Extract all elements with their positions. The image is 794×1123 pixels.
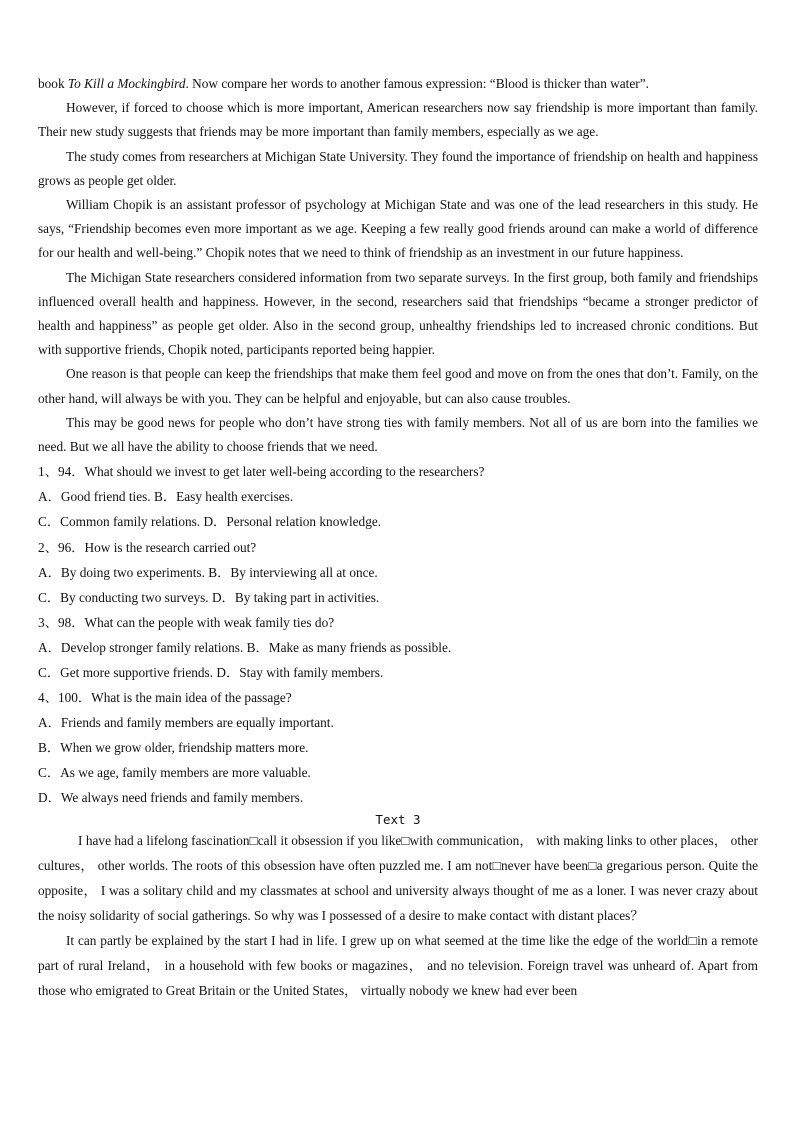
question-stem: 1、94．What should we invest to get later well-being according to the researchers? <box>38 464 485 480</box>
question-options: D．We always need friends and family members. <box>38 790 304 806</box>
question-options: B．When we grow older, friendship matters more. <box>38 740 309 756</box>
question-options: A．Develop stronger family relations. B．Make as many friends as possible. <box>38 639 452 655</box>
text3-paragraph: I have had a lifelong fascination□call it obsession if you like□with communication， with making links to other places， other cultures， other worlds. The roots of this obsession have often puzzled me. I am not□never have been□a gregarious person. Quite the opposite， I was a solitary child and my classmates at school and university always thought of me as a loner. I was never crazy about the noisy solidarity of social gatherings. So why was I possessed of a desire to make contact with distant places？ <box>38 832 758 923</box>
passage-continuation-line <box>38 72 758 96</box>
question-options: A．Friends and family members are equally important. <box>38 715 334 731</box>
passage-paragraph: One reason is that people can keep the friendships that make them feel good and move on from the ones that don’t. Family, on the other hand, will always be with you. They can be helpful and enjoyable, but can also cause troubles. <box>38 366 758 406</box>
question-options: A．By doing two experiments. B．By interviewing all at once. <box>38 564 378 580</box>
book-title: To Kill a Mockingbird <box>67 76 186 91</box>
question-options: A．Good friend ties. B．Easy health exercises. <box>38 489 294 505</box>
section-heading: Text 3 <box>375 811 421 827</box>
passage-paragraph: The study comes from researchers at Michigan State University. They found the importance of friendship on health and happiness grows as people get older. <box>38 148 758 188</box>
question-options: C．By conducting two surveys. D．By taking part in activities. <box>38 589 380 605</box>
document-page <box>38 72 758 1003</box>
question-stem: 4、100．What is the main idea of the passage? <box>38 690 292 706</box>
question-list <box>38 459 758 810</box>
question-options: C．Common family relations. D．Personal relation knowledge. <box>38 514 382 530</box>
passage-paragraph: However, if forced to choose which is more important, American researchers now say friendship is more important than family. Their new study suggests that friends may be more important than family members, especially as we age. <box>38 100 758 140</box>
question-stem: 3、98．What can the people with weak family ties do? <box>38 614 335 630</box>
passage-line-rest: . Now compare her words to another famous expression: “Blood is thicker than water”. <box>185 76 649 91</box>
passage-paragraph: William Chopik is an assistant professor of psychology at Michigan State and was one of the lead researchers in this study. He says, “Friendship becomes even more important as we age. Keeping a few really good friends around can make a world of difference for our health and well-being.” Chopik notes that we need to think of friendship as an investment in our future happiness. <box>38 197 758 261</box>
question-options: C．Get more supportive friends. D．Stay with family members. <box>38 665 384 680</box>
text3-paragraph: It can partly be explained by the start I had in life. I grew up on what seemed at the time like the edge of the world□in a remote part of rural Ireland， in a household with few books or magazines， and no television. Foreign travel was unheard of. Apart from those who emigrated to Great Britain or the United States， virtually nobody we knew had ever been <box>38 932 758 998</box>
question-stem: 2、96．How is the research carried out? <box>38 539 257 555</box>
question-options: C．As we age, family members are more valuable. <box>38 765 311 781</box>
passage-line-start: book <box>38 76 68 91</box>
passage-paragraph: The Michigan State researchers considered information from two separate surveys. In the first group, both family and friendships influenced overall health and happiness. However, in the second, researchers said that friendships “became a stronger predictor of health and happiness” as people get older. Also in the second group, unhealthy friendships led to increased chronic conditions. But with supportive friends, Chopik noted, participants reported being happier. <box>38 269 758 358</box>
passage-paragraph: This may be good news for people who don’t have strong ties with family members. Not all of us are born into the families we need. But we all have the ability to choose friends that we need. <box>38 414 758 455</box>
